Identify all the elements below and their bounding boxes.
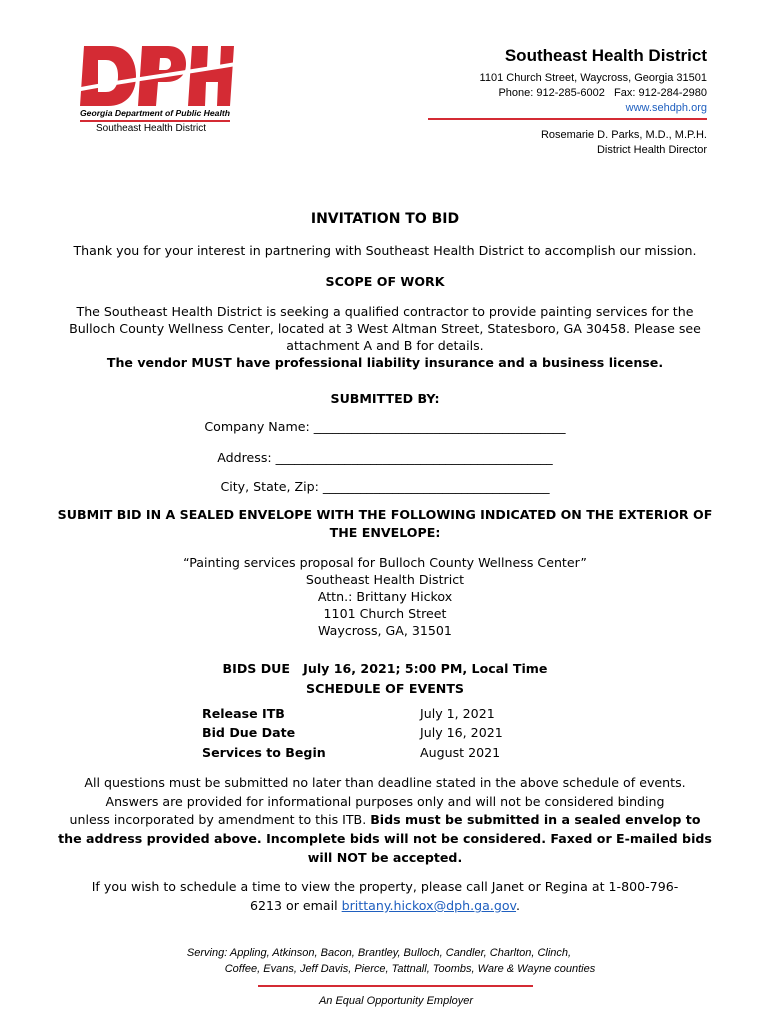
letterhead-website[interactable]: www.sehdph.org (625, 102, 707, 114)
envelope-street: 1101 Church Street (323, 606, 447, 621)
address-field[interactable]: Address: ____________________________________________ (217, 450, 553, 465)
invitation-thanks: Thank you for your interest in partnering with Southeast Health District to accomplish our mission. (73, 243, 697, 258)
scope-line-2: Bulloch County Wellness Center, located at 3 West Altman Street, Statesboro, GA 30458. Please see (69, 321, 701, 336)
contact-line-2 (0, 897, 770, 914)
bids-due-label: BIDS DUE (222, 661, 291, 676)
letterhead-rule (428, 118, 707, 120)
logo-org-line: Georgia Department of Public Health (80, 108, 230, 118)
envelope-attn: Attn.: Brittany Hickox (317, 589, 453, 604)
contact-line-1: If you wish to schedule a time to view the property, please call Janet or Regina at 1-800-796- (91, 879, 679, 894)
director-title: District Health Director (596, 144, 707, 156)
questions-line-1: All questions must be submitted no later than deadline stated in the above schedule of events. (84, 775, 686, 790)
invitation-title: INVITATION TO BID (310, 211, 460, 227)
questions-line-3-normal: unless incorporated by amendment to this ITB. (69, 812, 371, 827)
bids-due-line (0, 660, 770, 677)
footer-serving-line-2: Coffee, Evans, Jeff Davis, Pierce, Tattnall, Toombs, Ware & Wayne counties (224, 963, 596, 975)
contact-line-2-prefix: 6213 or email (249, 898, 342, 913)
logo-district-line: Southeast Health District (96, 123, 207, 134)
logo-underline (80, 120, 230, 122)
questions-line-3-bold: Bids must be submitted in a sealed envelop to (370, 812, 701, 827)
director-name: Rosemarie D. Parks, M.D., M.P.H. (540, 129, 707, 141)
envelope-instruction-line-1: SUBMIT BID IN A SEALED ENVELOPE WITH THE FOLLOWING INDICATED ON THE EXTERIOR OF (57, 507, 713, 522)
questions-line-3 (0, 811, 770, 828)
schedule-heading: SCHEDULE OF EVENTS (306, 681, 464, 696)
questions-line-2: Answers are provided for informational purposes only and will not be considered binding (105, 794, 665, 809)
envelope-proposal: “Painting services proposal for Bulloch County Wellness Center” (183, 555, 587, 570)
contact-email-link[interactable]: brittany.hickox@dph.ga.gov (341, 898, 517, 913)
schedule-event-3: Services to Begin (202, 745, 326, 760)
footer-rule (258, 985, 533, 987)
director-block (407, 128, 707, 158)
questions-line-5: will NOT be accepted. (307, 850, 463, 865)
bids-due-value: July 16, 2021; 5:00 PM, Local Time (303, 661, 548, 676)
envelope-city: Waycross, GA, 31501 (318, 623, 452, 638)
schedule-event-2: Bid Due Date (202, 725, 296, 740)
contact-line-2-suffix: . (516, 898, 521, 913)
scope-heading: SCOPE OF WORK (325, 274, 445, 289)
questions-line-4: the address provided above. Incomplete bids will not be considered. Faxed or E-mailed bids (58, 831, 712, 846)
letterhead-title: Southeast Health District (504, 46, 707, 65)
footer-eoe: An Equal Opportunity Employer (318, 995, 474, 1007)
scope-line-3: attachment A and B for details. (286, 338, 484, 353)
submitted-by-heading: SUBMITTED BY: (330, 391, 440, 406)
schedule-date-2: July 16, 2021 (420, 725, 503, 740)
envelope-org: Southeast Health District (305, 572, 465, 587)
schedule-date-3: August 2021 (420, 745, 501, 760)
city-state-zip-field[interactable]: City, State, Zip: ____________________________________ (220, 479, 550, 494)
envelope-instruction-line-2: THE ENVELOPE: (329, 525, 441, 540)
schedule-event-1: Release ITB (202, 706, 285, 721)
dph-logo (76, 42, 236, 138)
letterhead-phone-fax: Phone: 912-285-6002 Fax: 912-284-2980 (498, 87, 707, 99)
scope-requirement: The vendor MUST have professional liability insurance and a business license. (106, 355, 664, 370)
company-name-field[interactable]: Company Name: ________________________________________ (204, 419, 566, 434)
letterhead-address: 1101 Church Street, Waycross, Georgia 31501 (479, 72, 707, 84)
dph-logo-mark (76, 42, 236, 110)
schedule-date-1: July 1, 2021 (420, 706, 495, 721)
letterhead (407, 46, 707, 116)
scope-line-1: The Southeast Health District is seeking a qualified contractor to provide painting services for the (76, 304, 694, 319)
footer-serving-line-1: Serving: Appling, Atkinson, Bacon, Brantley, Bulloch, Candler, Charlton, Clinch, (186, 947, 572, 959)
